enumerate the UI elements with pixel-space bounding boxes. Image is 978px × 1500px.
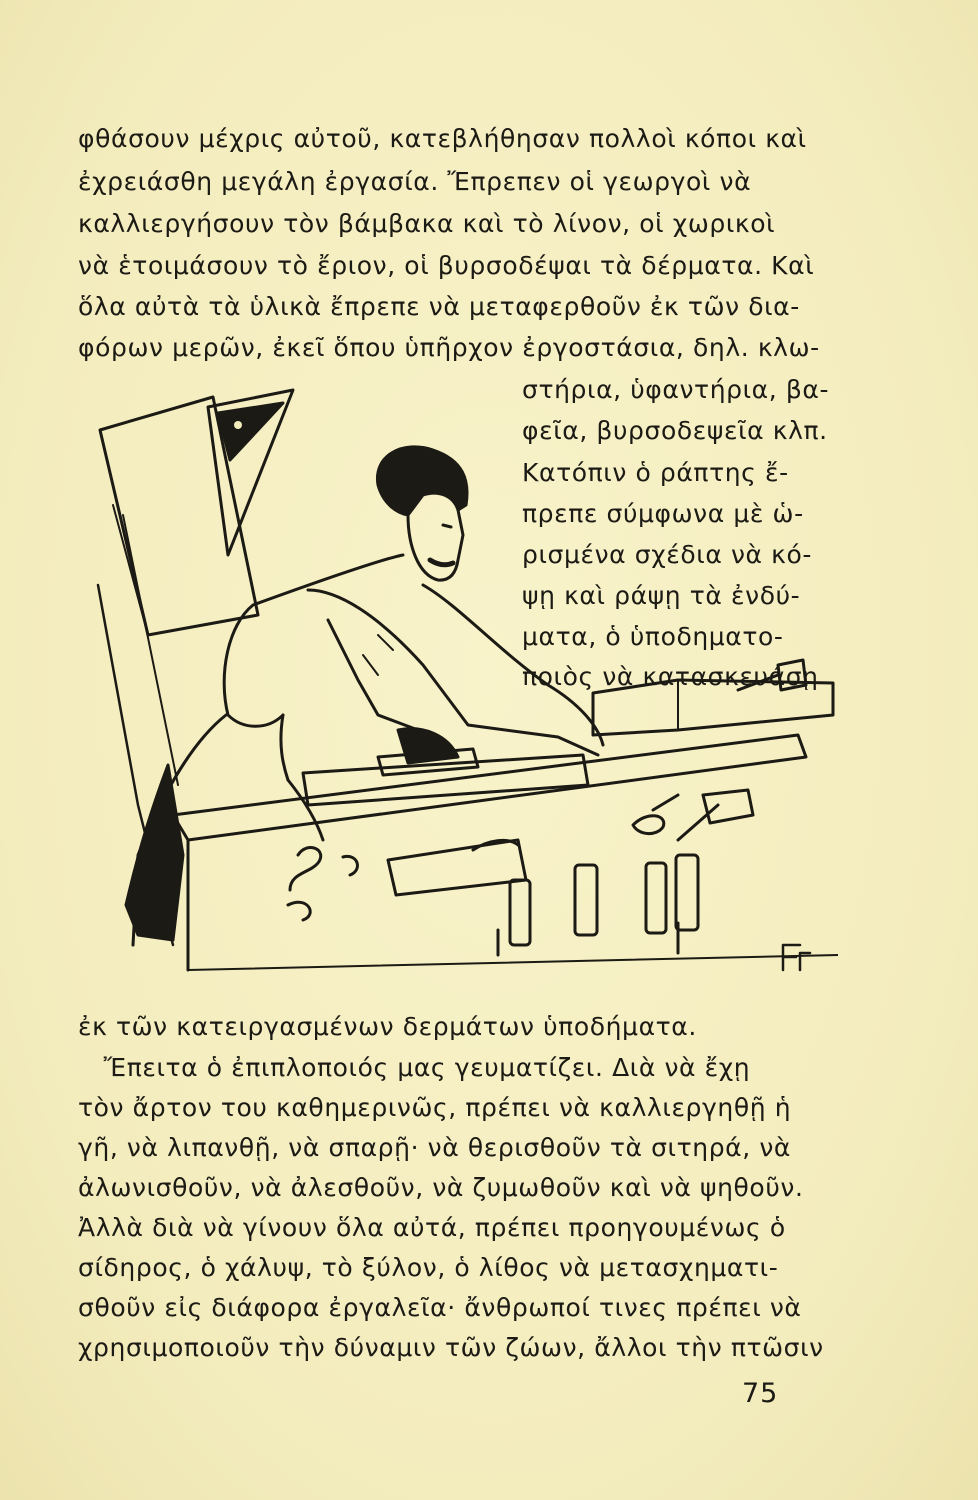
wood-shaving [290, 847, 321, 890]
text-line: τὸν ἄρτον του καθημερινῶς, πρέπει νὰ καλλιεργηθῇ ἡ [78, 1093, 792, 1122]
arm-right [308, 590, 598, 755]
text-line: Ἔπειτα ὁ ἐπιπλοποιός μας γευματίζει. Διὰ νὰ ἔχῃ [78, 1053, 751, 1082]
text-line: γῆ, νὰ λιπανθῇ, νὰ σπαρῇ· νὰ θερισθοῦν τὰ σιτηρά, νὰ [78, 1133, 791, 1162]
carpenter-illustration [78, 385, 838, 985]
text-line: ὅλα αὐτὰ τὰ ὑλικὰ ἔπρεπε νὰ μεταφερθοῦν ἐκ τῶν δια- [78, 292, 800, 321]
plane-handle [398, 729, 458, 763]
side-text-line: πρεπε σύμφωνα μὲ ὡ- [522, 499, 804, 528]
pliers-icon [633, 795, 678, 834]
arm-left [423, 585, 603, 745]
side-text-line: ψῃ καὶ ράψῃ τὰ ἐνδύ- [522, 581, 801, 610]
side-text-line: ποιὸς νὰ κατασκευάσῃ [522, 662, 819, 691]
text-line: χρησιμοποιοῦν τὴν δύναμιν τῶν ζώων, ἄλλοι τὴν πτῶσιν [78, 1333, 824, 1362]
wood-shaving [343, 856, 357, 875]
text-line: ἀλωνισθοῦν, νὰ ἀλεσθοῦν, νὰ ζυμωθοῦν καὶ νὰ ψηθοῦν. [78, 1173, 804, 1202]
hair [377, 447, 467, 515]
side-text-line: ρισμένα σχέδια νὰ κό- [522, 540, 813, 569]
mallet-icon [738, 660, 806, 690]
plane-knob [473, 840, 518, 850]
wood-shaving [288, 902, 310, 920]
shirt-crease [363, 635, 393, 675]
side-text-line: ματα, ὁ ὑποδηματο- [522, 622, 784, 651]
bench-rail [498, 923, 678, 955]
hammer-icon [678, 790, 753, 840]
chisel-icon [646, 863, 666, 933]
set-square-hole [234, 421, 242, 429]
board-edge [123, 515, 178, 785]
text-line: φθάσουν μέχρις αὐτοῦ, κατεβλήθησαν πολλοὶ κόποι καὶ [78, 124, 807, 153]
page-number: 75 [742, 1378, 779, 1409]
box-edge [593, 680, 678, 735]
chisel-icon [676, 855, 698, 930]
text-line: φόρων μερῶν, ἐκεῖ ὅπου ὑπῆρχον ἐργοστάσια, δηλ. κλω- [78, 333, 820, 362]
moustache [430, 560, 453, 565]
set-square-shade [218, 403, 283, 460]
floor-line [188, 955, 838, 970]
side-text-line: φεῖα, βυρσοδεψεῖα κλπ. [522, 416, 828, 445]
text-line: Ἀλλὰ διὰ νὰ γίνουν ὅλα αὐτά, πρέπει προηγουμένως ὁ [78, 1213, 786, 1242]
chisel-icon [575, 865, 597, 935]
text-line: ἐκ τῶν κατειργασμένων δερμάτων ὑποδήματα. [78, 1012, 697, 1041]
text-line: καλλιεργήσουν τὸν βάμβακα καὶ τὸ λίνον, οἱ χωρικοὶ [78, 209, 776, 238]
chisel-icon [510, 880, 530, 945]
text-line: νὰ ἑτοιμάσουν τὸ ἔριον, οἱ βυρσοδέψαι τὰ δέρματα. Καὶ [78, 251, 815, 280]
shirt-side [281, 715, 288, 780]
eye [443, 525, 451, 527]
text-line: σίδηρος, ὁ χάλυψ, τὸ ξύλον, ὁ λίθος νὰ μετασχηματι- [78, 1253, 779, 1282]
text-line: σθοῦν εἰς διάφορα ἐργαλεῖα· ἄνθρωποί τινες πρέπει νὰ [78, 1293, 802, 1322]
second-plane-icon [388, 840, 526, 895]
shirt-fold [328, 620, 418, 730]
side-text-line: Κατόπιν ὁ ράπτης ἔ- [522, 458, 789, 487]
artist-monogram [783, 945, 810, 970]
side-text-line: στήρια, ὑφαντήρια, βα- [522, 375, 830, 404]
face [408, 510, 463, 580]
text-line: ἐχρειάσθη μεγάλη ἐργασία. Ἔπρεπεν οἱ γεωργοὶ νὰ [78, 167, 752, 196]
